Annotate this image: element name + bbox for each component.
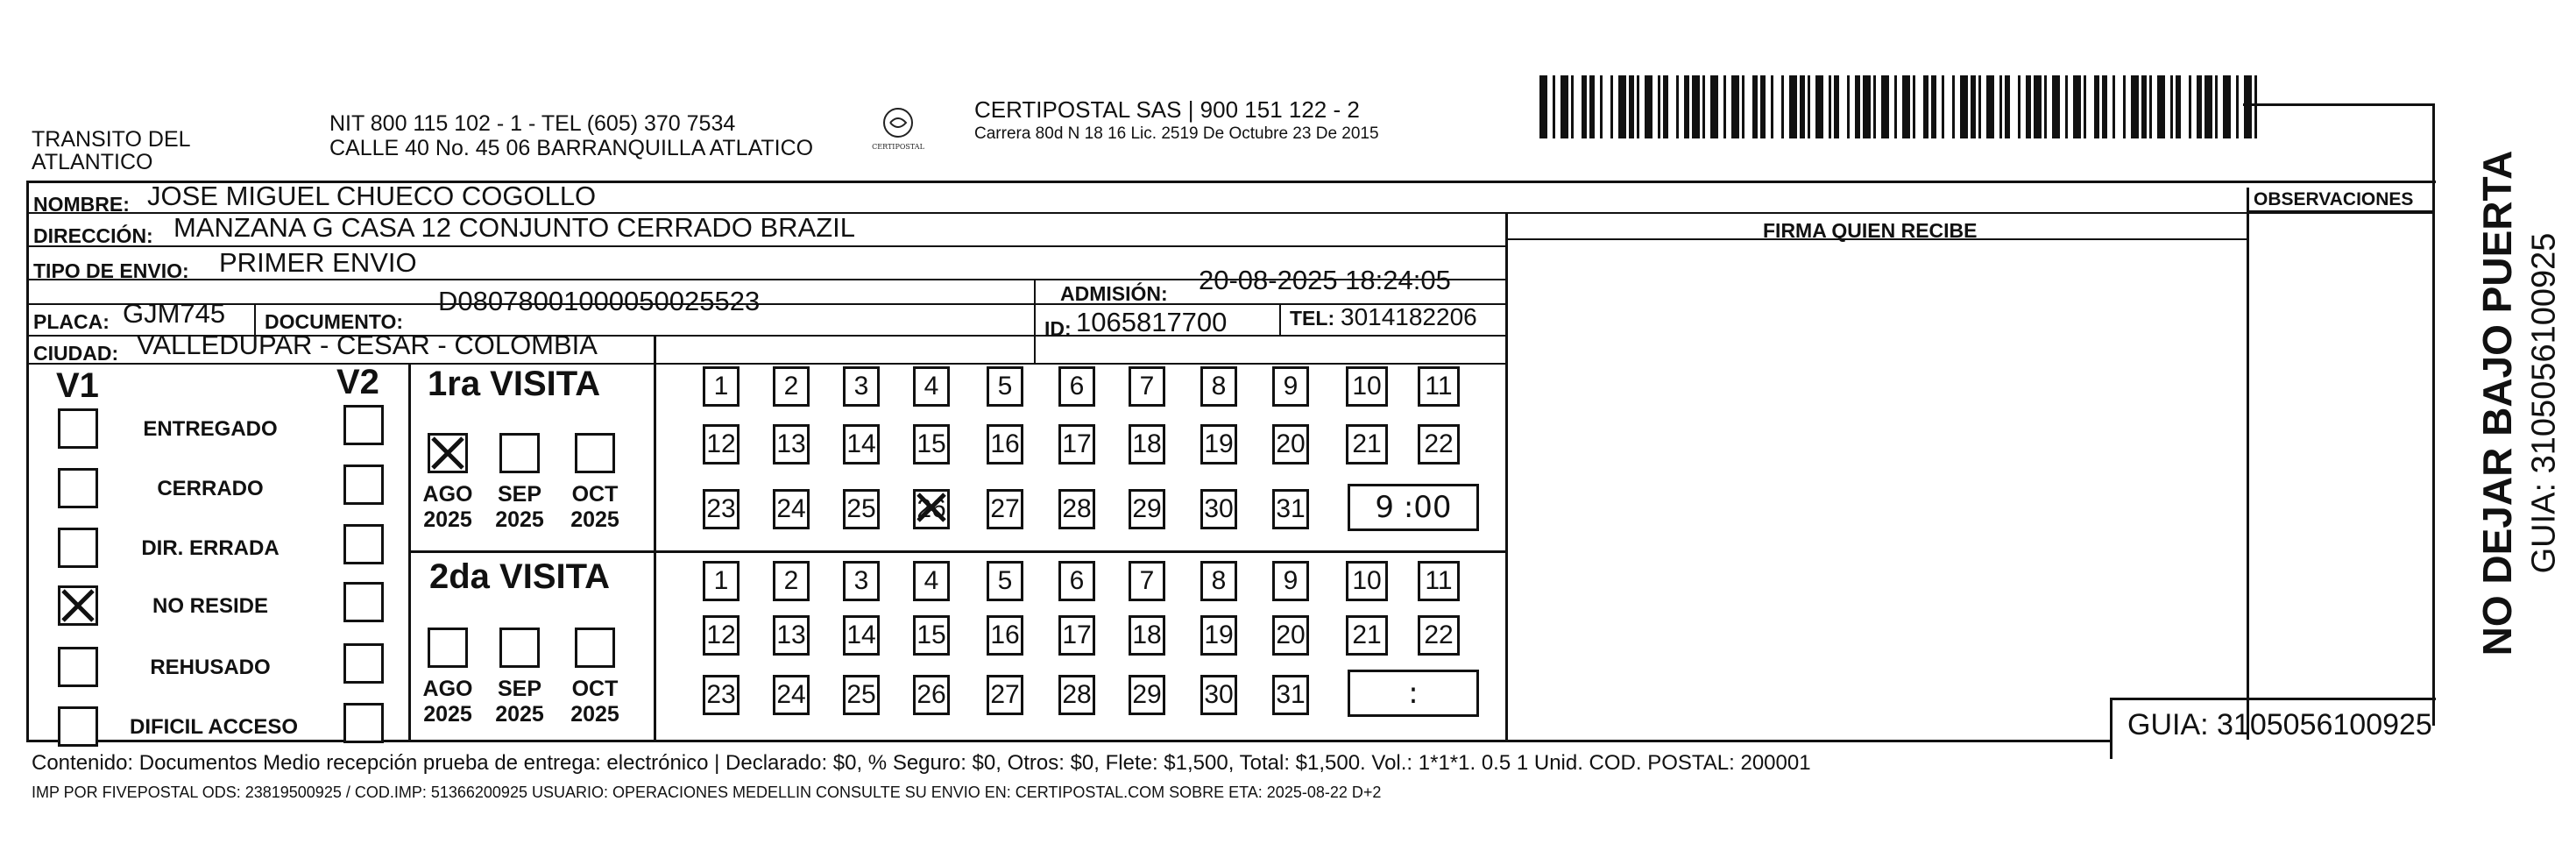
month-year: 2025 (495, 507, 544, 532)
footer-cost-line: Contenido: Documentos Medio recepción prueba de entrega: electrónico | Declarado: $0, % Seguro: $0, Otros: $0, Flete: $1,500, Total: $1,500. Vol.: 1*1*1. 0.5 1 Unid. COD. POSTAL: 200001 (32, 751, 1811, 775)
visit2-day-box[interactable] (1129, 561, 1165, 601)
barcode-bar (2073, 75, 2081, 138)
day-number: 3 (853, 372, 869, 401)
month-year: 2025 (423, 702, 472, 727)
barcode-bar (1931, 75, 1936, 138)
barcode-bar (1645, 75, 1652, 138)
barcode-bar (1618, 75, 1626, 138)
guia-box-left-line (2110, 698, 2112, 759)
observaciones-label: OBSERVACIONES (2254, 189, 2414, 209)
barcode-bar (2018, 75, 2020, 138)
day-number: 31 (1276, 494, 1306, 523)
barcode-bar (1923, 75, 1928, 138)
day-number: 17 (1062, 621, 1092, 649)
barcode-bar (1731, 75, 1739, 138)
barcode-bar (1855, 75, 1860, 138)
check-mark-icon (58, 585, 98, 626)
side-guia: GUIA: 3105056100925 (2525, 232, 2563, 574)
visit1-day-box[interactable] (1200, 424, 1237, 465)
visit1-title: 1ra VISITA (428, 365, 601, 403)
ciudad-value: VALLEDUPAR - CESAR - COLOMBIA (137, 330, 598, 360)
visit2-day-box[interactable] (773, 675, 810, 715)
visit1-day-box[interactable] (1272, 366, 1309, 407)
day-number: 4 (924, 566, 939, 595)
time-value: : (1408, 676, 1419, 711)
visit2-day-box[interactable] (1058, 615, 1095, 656)
barcode-bar (2215, 75, 2218, 138)
barcode-bar (1960, 75, 1968, 138)
visit1-day-box[interactable] (1058, 489, 1095, 529)
guia-box-top-line (2110, 698, 2436, 700)
nombre-value: JOSE MIGUEL CHUECO COGOLLO (147, 181, 597, 211)
visit2-month-checkbox[interactable] (428, 628, 468, 668)
certipostal-logo (867, 103, 929, 156)
visit2-day-box[interactable] (1058, 675, 1095, 715)
barcode-bar (1789, 75, 1797, 138)
barcode-bar (1971, 75, 1976, 138)
barcode-bar (2131, 75, 2139, 138)
day-number: 15 (916, 429, 946, 458)
month-year: 2025 (495, 702, 544, 727)
month-label (417, 677, 478, 727)
frame-bottom-line (26, 740, 2112, 742)
visit1-day-box[interactable] (843, 424, 880, 465)
visit2-day-box[interactable] (1346, 561, 1388, 601)
barcode-bar (1800, 75, 1805, 138)
visit2-day-box[interactable] (1200, 561, 1237, 601)
nombre-label: NOMBRE: (33, 193, 130, 216)
frame-top-right-line (2243, 103, 2434, 106)
tel-value: 3014182206 (1341, 303, 1477, 330)
day-number: 24 (776, 680, 806, 709)
day-number: 2 (783, 372, 799, 401)
visit2-day-box[interactable] (1272, 675, 1309, 715)
v2-checkbox[interactable] (343, 643, 384, 684)
day-number: 16 (990, 621, 1020, 649)
visit1-day-box[interactable] (987, 424, 1023, 465)
visit2-day-box[interactable] (843, 615, 880, 656)
barcode-bar (1913, 75, 1915, 138)
check-mark-icon (428, 433, 468, 473)
barcode-bar (1752, 75, 1758, 138)
visit1-day-box[interactable] (1200, 489, 1237, 529)
visit1-time-box[interactable] (1348, 484, 1479, 531)
visit2-day-box[interactable] (913, 615, 950, 656)
org-name-line2: ATLANTICO (32, 150, 153, 174)
day-number: 20 (1276, 621, 1306, 649)
day-number: 15 (916, 621, 946, 649)
day-number: 7 (1139, 566, 1155, 595)
barcode-bar (2123, 75, 2126, 138)
month-year: 2025 (570, 702, 619, 727)
day-number: 27 (990, 680, 1020, 709)
day-number: 22 (1424, 429, 1454, 458)
month-name: AGO (422, 677, 473, 701)
visit1-day-box[interactable] (1272, 489, 1309, 529)
visit1-day-box[interactable] (913, 424, 950, 465)
visit2-day-box[interactable] (1418, 561, 1460, 601)
visit2-day-box[interactable] (1272, 561, 1309, 601)
day-number: 6 (1069, 566, 1085, 595)
status-label: DIR. ERRADA (141, 536, 280, 560)
visit1-day-box[interactable] (773, 489, 810, 529)
visit2-day-box[interactable] (987, 615, 1023, 656)
visit2-day-box[interactable] (1346, 615, 1388, 656)
barcode-bar (1873, 75, 1876, 138)
visit2-day-box[interactable] (703, 615, 740, 656)
barcode-bar (1760, 75, 1766, 138)
day-number: 8 (1211, 566, 1227, 595)
visit1-day-box[interactable] (773, 366, 810, 407)
barcode-bar (1637, 75, 1639, 138)
day-number: 14 (846, 621, 876, 649)
day-number: 27 (990, 494, 1020, 523)
status-label: REHUSADO (150, 656, 271, 679)
barcode-bar (1999, 75, 2002, 138)
v2-checkbox[interactable] (343, 465, 384, 505)
day-number: 28 (1062, 680, 1092, 709)
id-value: 1065817700 (1076, 307, 1228, 337)
barcode-bar (1658, 75, 1660, 138)
visit2-day-box[interactable] (1129, 675, 1165, 715)
visit2-day-box[interactable] (1418, 615, 1460, 656)
tel-label: TEL: (1290, 307, 1335, 330)
visit1-day-box[interactable] (703, 366, 740, 407)
visit1-day-box[interactable] (843, 489, 880, 529)
placa-label: PLACA: (33, 310, 110, 333)
visit1-day-box[interactable] (1129, 366, 1165, 407)
month-label (489, 677, 550, 727)
month-name: OCT (571, 482, 619, 507)
visit1-day-box[interactable] (1418, 424, 1460, 465)
day-number: 20 (1276, 429, 1306, 458)
day-number: 21 (1352, 621, 1382, 649)
barcode-bar (2112, 75, 2115, 138)
barcode-bar (1723, 75, 1726, 138)
month-year: 2025 (570, 507, 619, 532)
barcode-bar (1881, 75, 1889, 138)
day-number: 23 (706, 680, 736, 709)
visit1-day-box[interactable] (703, 424, 740, 465)
id-label: ID: (1044, 317, 1072, 340)
day-number: 29 (1132, 680, 1162, 709)
status-label: DIFICIL ACCESO (129, 715, 298, 739)
barcode-bar (1610, 75, 1613, 138)
v2-checkbox[interactable] (343, 582, 384, 622)
month-label (564, 677, 626, 727)
tipo-envio-value: PRIMER ENVIO (219, 247, 417, 278)
day-number: 13 (776, 621, 806, 649)
day-number: 12 (706, 621, 736, 649)
status-label: NO RESIDE (152, 594, 269, 618)
v1-checkbox[interactable] (58, 528, 98, 568)
visit1-day-box[interactable] (1346, 424, 1388, 465)
visit2-day-box[interactable] (773, 561, 810, 601)
barcode-bar (1863, 75, 1871, 138)
barcode-bar (1781, 75, 1784, 138)
barcode-bar (1815, 75, 1823, 138)
barcode-bar (2244, 75, 2252, 138)
day-number: 31 (1276, 680, 1306, 709)
barcode-bar (1771, 75, 1773, 138)
visit2-day-box[interactable] (703, 675, 740, 715)
visit1-day-box[interactable] (843, 366, 880, 407)
day-number: 6 (1069, 372, 1085, 401)
visit1-day-box[interactable] (773, 424, 810, 465)
barcode-bar (1894, 75, 1897, 138)
frame-right-line (2432, 103, 2435, 726)
visit1-month-checkbox[interactable] (499, 433, 540, 473)
barcode-bar (1847, 75, 1850, 138)
company-address: Carrera 80d N 18 16 Lic. 2519 De Octubre 23 De 2015 (974, 124, 1379, 143)
day-number: 1 (713, 566, 729, 595)
v1-checkbox[interactable] (58, 585, 98, 626)
day-number: 8 (1211, 372, 1227, 401)
barcode-bar (2236, 75, 2239, 138)
day-number: 23 (706, 494, 736, 523)
v1-checkbox[interactable] (58, 408, 98, 449)
status-label: CERRADO (157, 477, 264, 500)
barcode-bar (1676, 75, 1679, 138)
direccion-value: MANZANA G CASA 12 CONJUNTO CERRADO BRAZIL (173, 212, 856, 243)
barcode-bar (1582, 75, 1587, 138)
barcode-bar (1571, 75, 1574, 138)
visit2-day-box[interactable] (987, 561, 1023, 601)
day-number: 7 (1139, 372, 1155, 401)
visit1-day-box[interactable] (987, 489, 1023, 529)
month-label (489, 482, 550, 533)
visit1-day-box[interactable] (703, 489, 740, 529)
visit2-day-box[interactable] (1058, 561, 1095, 601)
barcode-bar (1560, 75, 1568, 138)
barcode-bar (1742, 75, 1744, 138)
admision-label: ADMISIÓN: (1060, 282, 1168, 305)
visit1-month-checkbox[interactable] (428, 433, 468, 473)
frame-left-line (26, 181, 29, 741)
barcode-bar (1952, 75, 1955, 138)
direccion-label: DIRECCIÓN: (33, 224, 153, 247)
barcode-bar (2189, 75, 2191, 138)
day-number: 11 (1425, 372, 1453, 401)
month-label (564, 482, 626, 533)
day-number: 10 (1352, 372, 1382, 401)
check-mark-icon (913, 489, 950, 526)
barcode-bar (2197, 75, 2202, 138)
barcode-bar (2223, 75, 2231, 138)
barcode-bar (2034, 75, 2042, 138)
visit2-time-box[interactable] (1348, 670, 1479, 717)
barcode-bar (1589, 75, 1595, 138)
barcode-bar (2170, 75, 2173, 138)
barcode-bar (1829, 75, 1831, 138)
day-number: 14 (846, 429, 876, 458)
day-number: 13 (776, 429, 806, 458)
footer-cost-line-a (32, 751, 1811, 776)
day-number: 10 (1352, 566, 1382, 595)
barcode-bar (1808, 75, 1810, 138)
day-number: 28 (1062, 494, 1092, 523)
visit1-day-box[interactable] (1418, 366, 1460, 407)
month-name: OCT (571, 677, 619, 701)
status-label: ENTREGADO (143, 417, 278, 441)
company-name: CERTIPOSTAL SAS | 900 151 122 - 2 (974, 96, 1360, 123)
documento-value: D08078001000050025523 (438, 286, 761, 316)
visit2-day-box[interactable] (913, 675, 950, 715)
v2-checkbox[interactable] (343, 703, 384, 743)
day-number: 26 (916, 494, 946, 523)
v2-label: V2 (336, 363, 379, 401)
barcode-bar (1663, 75, 1668, 138)
visit2-month-checkbox[interactable] (575, 628, 615, 668)
visit1-day-box[interactable] (913, 489, 950, 529)
barcode-bar (2052, 75, 2060, 138)
barcode-bar (2204, 75, 2212, 138)
day-number: 4 (924, 372, 939, 401)
visit1-day-box[interactable] (1058, 424, 1095, 465)
barcode-bar (2149, 75, 2152, 138)
day-number: 9 (1283, 372, 1299, 401)
barcode-bar (1902, 75, 1910, 138)
month-name: SEP (497, 677, 542, 701)
visit2-day-box[interactable] (1272, 615, 1309, 656)
barcode-bar (2094, 75, 2099, 138)
no-dejar-bajo-puerta: NO DEJAR BAJO PUERTA (2474, 150, 2520, 656)
barcode-bar (1834, 75, 1839, 138)
footer-imp-line: IMP POR FIVEPOSTAL ODS: 23819500925 / COD.IMP: 51366200925 USUARIO: OPERACIONES MEDELLIN CONSULTE SU ENVIO EN: CERTIPOSTAL.COM SOBRE ETA: 2025-08-22 D+2 (32, 784, 1382, 801)
day-number: 29 (1132, 494, 1162, 523)
visit2-day-box[interactable] (843, 675, 880, 715)
visit1-day-box[interactable] (1129, 424, 1165, 465)
visit1-day-box[interactable] (1272, 424, 1309, 465)
day-number: 2 (783, 566, 799, 595)
day-number: 19 (1204, 429, 1234, 458)
visit1-day-box[interactable] (1058, 366, 1095, 407)
day-number: 18 (1132, 429, 1162, 458)
visit2-day-box[interactable] (1129, 615, 1165, 656)
day-number: 24 (776, 494, 806, 523)
visit2-day-box[interactable] (843, 561, 880, 601)
day-number: 1 (713, 372, 729, 401)
time-value: 9 :00 (1375, 490, 1452, 525)
barcode-bar (1986, 75, 1994, 138)
barcode-bar (1629, 75, 1634, 138)
barcode-bar (1978, 75, 1981, 138)
guia-box-value: GUIA: 3105056100925 (2127, 708, 2432, 741)
barcode-bar (2254, 75, 2257, 138)
day-number: 16 (990, 429, 1020, 458)
visit2-day-box[interactable] (703, 561, 740, 601)
placa-value: GJM745 (123, 298, 226, 329)
barcode-bar (1710, 75, 1718, 138)
visit2-day-box[interactable] (913, 561, 950, 601)
firma-label: FIRMA QUIEN RECIBE (1763, 219, 1978, 242)
day-number: 12 (706, 429, 736, 458)
visit2-title: 2da VISITA (429, 557, 610, 596)
documento-label: DOCUMENTO: (265, 310, 404, 333)
org-nit: NIT 800 115 102 - 1 - TEL (605) 370 7534 (329, 111, 736, 136)
barcode-bar (1692, 75, 1700, 138)
barcode-bar (2084, 75, 2086, 138)
admision-value: 20-08-2025 18:24:05 (1199, 265, 1451, 295)
day-number: 22 (1424, 621, 1454, 649)
visit2-day-box[interactable] (987, 675, 1023, 715)
day-number: 30 (1204, 494, 1234, 523)
barcode-bar (2005, 75, 2010, 138)
day-number: 19 (1204, 621, 1234, 649)
v1-checkbox[interactable] (58, 468, 98, 508)
barcode-bar (2026, 75, 2031, 138)
visit1-day-box[interactable] (1129, 489, 1165, 529)
day-number: 11 (1425, 566, 1453, 595)
visit2-day-box[interactable] (1200, 675, 1237, 715)
org-name-line1: TRANSITO DEL (32, 127, 191, 152)
day-number: 5 (997, 372, 1013, 401)
month-name: AGO (422, 482, 473, 507)
barcode-bar (2102, 75, 2107, 138)
month-name: SEP (497, 482, 542, 507)
day-number: 21 (1352, 429, 1382, 458)
barcode-bar (1553, 75, 1555, 138)
month-label (417, 482, 478, 533)
barcode-bar (2157, 75, 2165, 138)
org-address: CALLE 40 No. 45 06 BARRANQUILLA ATLATICO (329, 136, 814, 160)
visit1-day-box[interactable] (913, 366, 950, 407)
barcode-bar (1539, 75, 1547, 138)
tipo-envio-label: TIPO DE ENVIO: (33, 259, 189, 282)
barcode-bar (1600, 75, 1603, 138)
visit2-month-checkbox[interactable] (499, 628, 540, 668)
month-year: 2025 (423, 507, 472, 532)
day-number: 9 (1283, 566, 1299, 595)
visit1-day-box[interactable] (1200, 366, 1237, 407)
day-number: 17 (1062, 429, 1092, 458)
barcode-bar (2176, 75, 2181, 138)
visit1-day-box[interactable] (987, 366, 1023, 407)
visit1-day-box[interactable] (1346, 366, 1388, 407)
ciudad-label: CIUDAD: (33, 342, 119, 365)
v1-checkbox[interactable] (58, 706, 98, 747)
logo-text: CERTIPOSTAL (872, 143, 924, 151)
day-number: 26 (916, 680, 946, 709)
day-number: 3 (853, 566, 869, 595)
barcode-bar (1702, 75, 1705, 138)
barcode-bar (2065, 75, 2068, 138)
barcode (1539, 75, 2258, 138)
day-number: 30 (1204, 680, 1234, 709)
barcode-bar (2044, 75, 2047, 138)
v2-checkbox[interactable] (343, 524, 384, 564)
visit2-day-box[interactable] (773, 615, 810, 656)
visit2-day-box[interactable] (1200, 615, 1237, 656)
barcode-bar (1684, 75, 1689, 138)
day-number: 5 (997, 566, 1013, 595)
day-number: 18 (1132, 621, 1162, 649)
visit1-month-checkbox[interactable] (575, 433, 615, 473)
v1-label: V1 (56, 366, 99, 405)
v2-checkbox[interactable] (343, 405, 384, 445)
v1-checkbox[interactable] (58, 647, 98, 687)
day-number: 25 (846, 680, 876, 709)
barcode-bar (1942, 75, 1944, 138)
day-number: 25 (846, 494, 876, 523)
barcode-bar (2141, 75, 2147, 138)
